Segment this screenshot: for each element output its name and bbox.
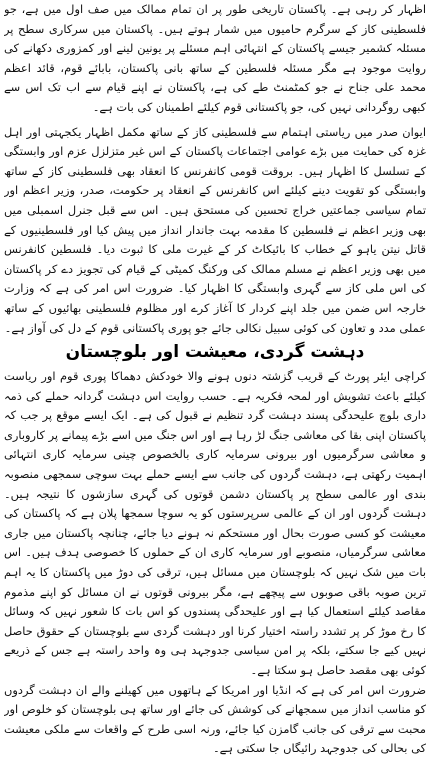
section-heading: دہشت گردی، معیشت اور بلوچستان: [65, 342, 365, 363]
paragraph-conclusion: ضرورت اس امر کی ہے کہ انڈیا اور امریکا کے ہاتھوں میں کھیلنے والے ان دہشت گردوں کو مناسب انداز میں سمجھانے کی کوشش کی جائے اور ساتھ ہی بلوچستان کو خلوص اور محبت سے ترقی کی جانب گامزن کیا جائے، ورنہ اسی طرح کے واقعات سے ملکی معیشت کی بحالی کی جدوجہد رائیگاں جا سکتی ہے۔: [4, 682, 426, 756]
paragraph-palestine-stance: اظہار کر رہی ہے۔ پاکستان تاریخی طور پر ان تمام ممالک میں صف اول میں ہے، جو فلسطینی کاز کے سرگرم حامیوں میں شمار ہوتے ہیں۔ پاکستان میں سرکاری سطح پر مسئلہ کشمیر جیسے پاکستان کے انتہائی اہم مسئلے پر یونین لینے اور کمزوری دکھانے کی روایت موجود ہے مگر مسئلہ فلسطین کے ساتھ بانی پاکستان، بابائے قوم، قائد اعظم محمد علی جناح نے جو کمٹمنٹ طے کی ہے، پاکستان نے اپنے قیام سے اب تک اس سے کبھی روگردانی نہیں کی، جو پاکستانی قوم کیلئے اطمینان کی بات ہے۔: [4, 2, 426, 114]
article-page: [4, 0, 426, 777]
paragraph-aiwan-e-sadr: ایوان صدر میں ریاستی اہتمام سے فلسطینی کاز کے ساتھ مکمل اظہار یکجہتی اور اہل غزہ کی حمایت میں بڑے عوامی اجتماعات پاکستان کے اس غیر متزلزل عزم اور وابستگی کے تسلسل کا اظہار ہیں۔ بروقت قومی کانفرنس کا انعقاد بھی فلسطینی کاز کے ساتھ وابستگی کو تقویت دینے کیلئے اس کانفرنس کے انعقاد پر حکومت، صدر، وزیر اعظم اور تمام سیاسی جماعتیں خراج تحسین کی مستحق ہیں۔ اس سے قبل جنرل اسمبلی میں بھی وزیر اعظم نے فلسطین کا مقدمہ بہت جاندار انداز میں پیش کیا اور فلسطینیوں کے قاتل نیتن یاہو کے خطاب کا بائیکاٹ کر کے غیرت ملی کا ثبوت دیا۔ فلسطین کانفرنس میں بھی وزیر اعظم نے مسلم ممالک کی ورکنگ کمیٹی کے قیام کی تجویز دے کر پاکستان کی اس ملی کاز سے گہری وابستگی کا اظہار کیا۔ ضرورت اس امر کی ہے کہ وزارت خارجہ اس ضمن میں جلد اپنے کردار کا آغاز کرے اور مظلوم فلسطینی بھائیوں کے ساتھ عملی مدد و تعاون کی کوئی سبیل نکالی جائے جو پوری پاکستانی قوم کے دل کی آواز ہے۔: [4, 124, 426, 335]
paragraph-karachi-attack: کراچی ایئر پورٹ کے قریب گزشتہ دنوں ہونے والا خودکش دھماکا پوری قوم اور ریاست کیلئے باعث تشویش اور لمحہ فکریہ ہے۔ حسب روایت اس دہشت گردانہ حملے کی ذمہ داری بلوچ علیحدگی پسند دہشت گرد تنظیم نے قبول کی ہے۔ ایک ایسے موقع پر جب کہ پاکستان اپنی بقا کی معاشی جنگ لڑ رہا ہے اور اس جنگ میں اسے بڑے پیمانے پر کاروباری و معاشی سرگرمیوں اور بیرونی سرمایہ کاری بالخصوص چینی سرمایہ کاری انتہائی اہمیت رکھتی ہے، دہشت گردوں کی جانب سے ایسے حملے بہت سوچی سمجھی منصوبہ بندی اور عالمی سطح پر پاکستان دشمن قوتوں کی گہری سازشوں کا نتیجہ ہیں۔ دہشت گردوں اور ان کے عالمی سرپرستوں کو یہ سوچا سمجھا پلان ہے کہ پاکستان کی معیشت کو کسی صورت بحال اور مستحکم نہ ہونے دیا جائے، چنانچہ پاکستان میں جاری معاشی سرگرمیاں، منصوبے اور سرمایہ کاری ان کے حملوں کا خصوصی ہدف ہیں۔ اس بات میں شک نہیں کہ بلوچستان میں مسائل ہیں، ترقی کی دوڑ میں پاکستان کا یہ اہم ترین صوبہ باقی صوبوں سے پیچھے ہے، مگر بیرونی قوتوں نے ان مسائل کو اپنے مذموم مقاصد کیلئے استعمال کیا ہے اور علیحدگی پسندوں کو اس بات کا شعور نہیں کہ وسائل کا رخ موڑ کر پر تشدد راستہ اختیار کرنا اور دہشت گردی سے بلوچستان کے حقوق حاصل نہیں کیے جا سکتے، بلکہ پر امن سیاسی جدوجہد ہی وہ واحد راستہ ہے جس کے ذریعے کوئی بھی مقصد حاصل ہو سکتا ہے۔: [4, 369, 426, 677]
